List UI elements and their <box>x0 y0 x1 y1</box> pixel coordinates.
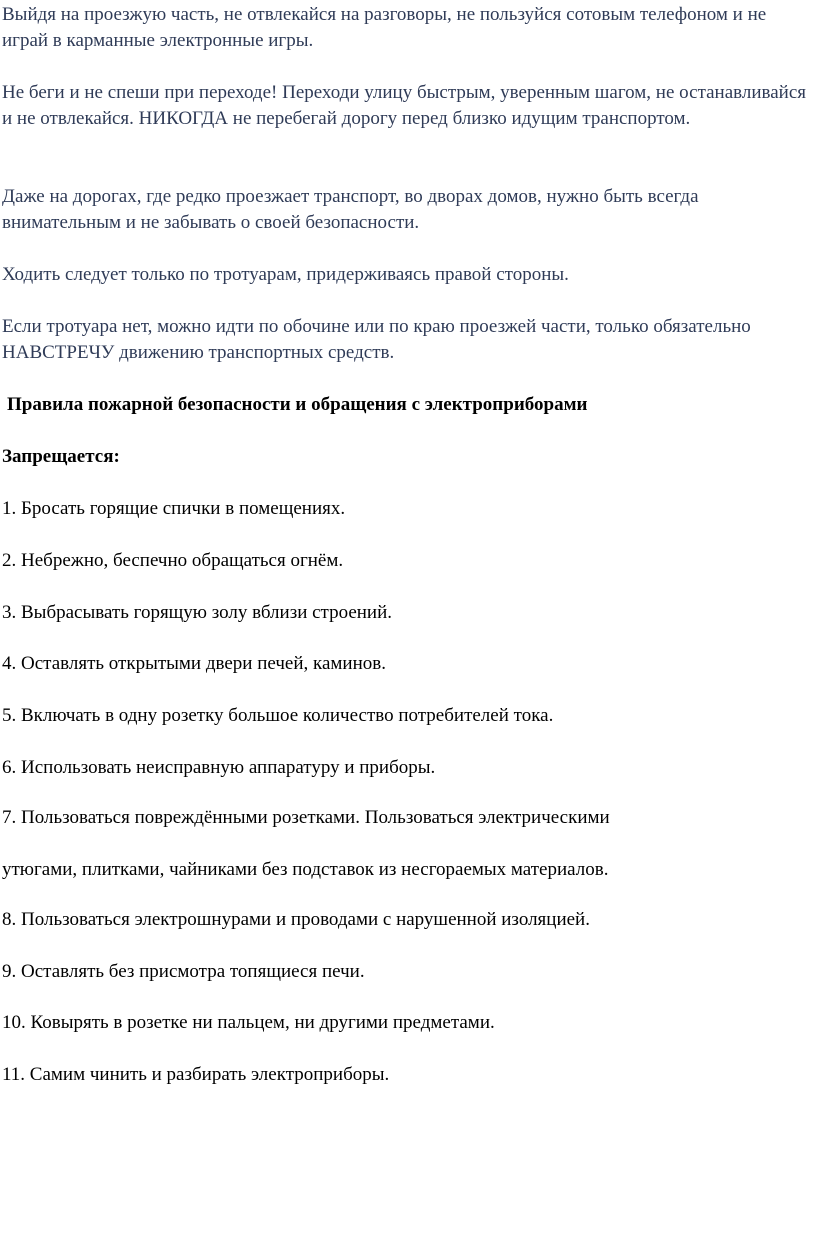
list-item: утюгами, плитками, чайниками без подставок из несгораемых материалов. <box>2 859 609 880</box>
list-item: 1. Бросать горящие спички в помещениях. <box>2 498 346 519</box>
list-item: 10. Ковырять в розетке ни пальцем, ни другими предметами. <box>2 1012 495 1033</box>
list-item: 11. Самим чинить и разбирать электроприборы. <box>2 1064 390 1085</box>
subheading-prohibited: Запрещается: <box>2 446 120 467</box>
list-item: 3. Выбрасывать горящую золу вблизи строений. <box>2 602 393 623</box>
list-item: 6. Использовать неисправную аппаратуру и приборы. <box>2 757 436 778</box>
paragraph-crossing: Не беги и не спеши при переходе! Переходи улицу быстрым, уверенным шагом, не останавливайся и не отвлекайся. НИКОГДА не перебегай дорогу перед близко идущим транспортом. <box>2 82 807 129</box>
list-item: 4. Оставлять открытыми двери печей, каминов. <box>2 653 386 674</box>
list-item: 8. Пользоваться электрошнурами и проводами с нарушенной изоляцией. <box>2 909 590 930</box>
list-item: 5. Включать в одну розетку большое количество потребителей тока. <box>2 705 554 726</box>
list-item: 9. Оставлять без присмотра топящиеся печи. <box>2 961 365 982</box>
section-title: Правила пожарной безопасности и обращения с электроприборами <box>7 394 588 415</box>
paragraph-sidewalk: Ходить следует только по тротуарам, придерживаясь правой стороны. <box>2 264 569 285</box>
paragraph-roadside: Если тротуара нет, можно идти по обочине или по краю проезжей части, только обязательно НАВСТРЕЧУ движению транспортных средств. <box>2 316 751 363</box>
paragraph-yards: Даже на дорогах, где редко проезжает транспорт, во дворах домов, нужно быть всегда внимательным и не забывать о своей безопасности. <box>2 186 699 233</box>
list-item: 7. Пользоваться повреждёнными розетками. Пользоваться электрическими <box>2 807 610 828</box>
paragraph-phone: Выйдя на проезжую часть, не отвлекайся на разговоры, не пользуйся сотовым телефоном и не играй в карманные электронные игры. <box>2 4 767 51</box>
list-item: 2. Небрежно, беспечно обращаться огнём. <box>2 550 344 571</box>
